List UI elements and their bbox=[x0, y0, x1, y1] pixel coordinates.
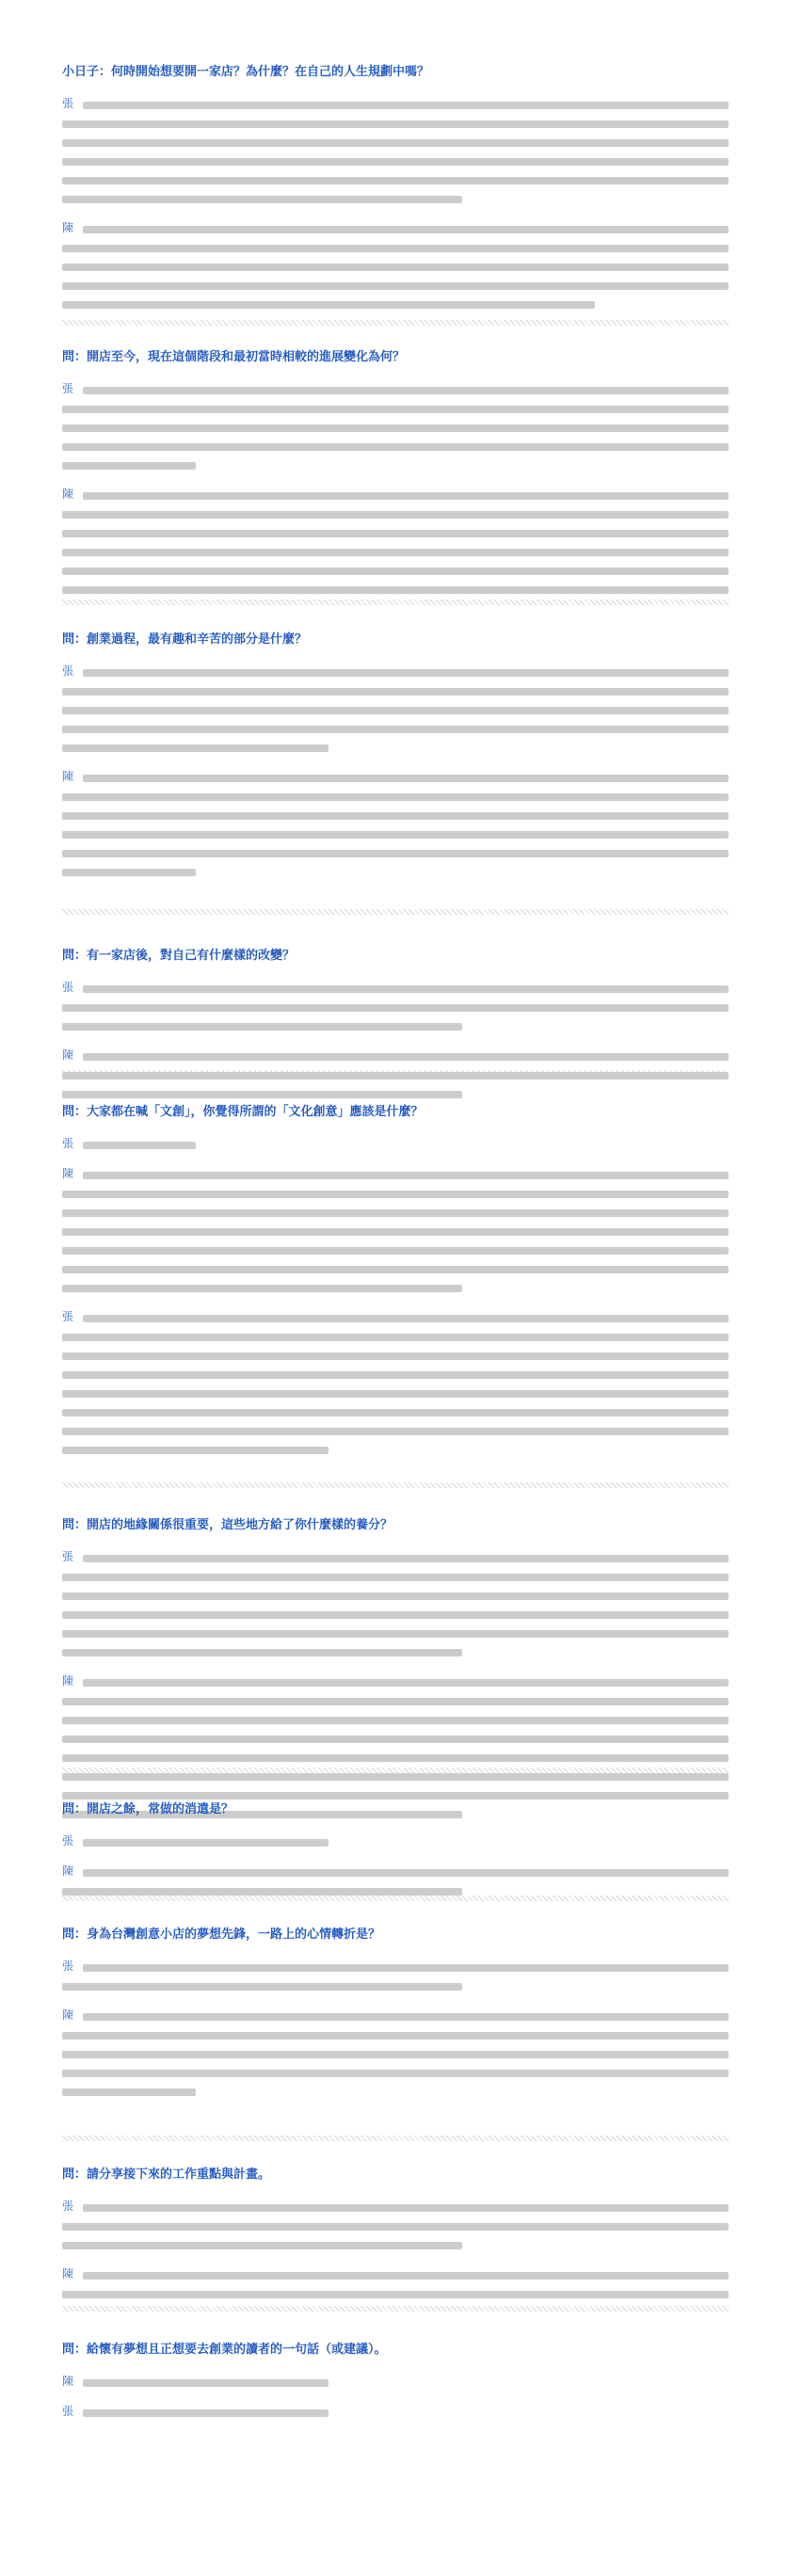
text-line-placeholder bbox=[62, 744, 329, 752]
answer-paragraph bbox=[62, 2404, 729, 2423]
text-line-placeholder bbox=[62, 1428, 729, 1435]
answer-paragraph bbox=[62, 2008, 729, 2102]
text-line-placeholder bbox=[62, 443, 729, 451]
text-line-placeholder bbox=[83, 1555, 729, 1562]
text-line-placeholder bbox=[83, 1869, 729, 1877]
speaker-label: 陳 bbox=[62, 2375, 74, 2388]
text-line-placeholder bbox=[83, 1679, 729, 1687]
speaker-label: 張 bbox=[62, 2200, 74, 2213]
text-line-placeholder bbox=[62, 1792, 729, 1800]
section-divider bbox=[62, 2306, 729, 2312]
text-line-placeholder bbox=[62, 406, 729, 413]
question-heading: 問：開店的地緣關係很重要，這些地方給了你什麼樣的養分？ bbox=[62, 1518, 393, 1532]
speaker-label: 陳 bbox=[62, 1167, 74, 1180]
text-line-placeholder bbox=[83, 226, 729, 233]
text-line-placeholder bbox=[62, 2088, 196, 2096]
answer-paragraph bbox=[62, 1309, 729, 1460]
answer-paragraph bbox=[62, 1959, 729, 1996]
text-line-placeholder bbox=[83, 1053, 729, 1061]
interview-section bbox=[62, 2167, 729, 2304]
speaker-label: 張 bbox=[62, 1310, 74, 1323]
text-line-placeholder bbox=[62, 1228, 729, 1236]
text-line-placeholder bbox=[83, 2013, 729, 2021]
text-line-placeholder bbox=[62, 2242, 462, 2249]
speaker-label: 張 bbox=[62, 664, 74, 678]
text-line-placeholder bbox=[62, 177, 729, 184]
text-line-placeholder bbox=[83, 492, 729, 500]
text-line-placeholder bbox=[62, 1592, 729, 1600]
text-line-placeholder bbox=[62, 568, 729, 575]
question-heading: 問：請分享接下來的工作重點與計畫。 bbox=[62, 2168, 271, 2182]
speaker-label: 陳 bbox=[62, 2008, 74, 2022]
text-line-placeholder bbox=[83, 1172, 729, 1179]
speaker-label: 張 bbox=[62, 97, 74, 110]
text-line-placeholder bbox=[83, 1839, 329, 1847]
text-line-placeholder bbox=[83, 1142, 196, 1149]
text-line-placeholder bbox=[62, 1334, 729, 1341]
text-line-placeholder bbox=[62, 726, 729, 733]
text-line-placeholder bbox=[62, 2070, 729, 2077]
answer-paragraph bbox=[62, 1549, 729, 1662]
text-line-placeholder bbox=[62, 812, 729, 820]
question-heading: 小日子：何時開始想要開一家店？為什麼？在自己的人生規劃中嗎？ bbox=[62, 65, 430, 79]
text-line-placeholder bbox=[62, 869, 196, 876]
text-line-placeholder bbox=[62, 301, 595, 309]
text-line-placeholder bbox=[62, 158, 729, 166]
question-heading: 問：開店至今，現在這個階段和最初當時相較的進展變化為何？ bbox=[62, 350, 406, 364]
question-heading: 問：開店之餘，常做的消遣是？ bbox=[62, 1802, 234, 1816]
text-line-placeholder bbox=[62, 1754, 729, 1762]
answer-paragraph bbox=[62, 487, 729, 600]
section-divider bbox=[62, 1482, 729, 1488]
text-line-placeholder bbox=[62, 831, 729, 839]
text-line-placeholder bbox=[62, 1649, 462, 1656]
text-line-placeholder bbox=[62, 707, 729, 714]
speaker-label: 陳 bbox=[62, 2267, 74, 2280]
text-line-placeholder bbox=[62, 120, 729, 128]
text-line-placeholder bbox=[62, 1004, 729, 1012]
section-divider bbox=[62, 320, 729, 326]
section-divider bbox=[62, 909, 729, 915]
interview-section bbox=[62, 1104, 729, 1460]
text-line-placeholder bbox=[62, 245, 729, 252]
answer-paragraph bbox=[62, 381, 729, 475]
speaker-label: 張 bbox=[62, 2405, 74, 2418]
text-line-placeholder bbox=[62, 1191, 729, 1198]
interview-section bbox=[62, 1801, 729, 1901]
answer-paragraph bbox=[62, 1136, 729, 1155]
text-line-placeholder bbox=[62, 424, 729, 432]
answer-paragraph bbox=[62, 96, 729, 209]
answer-paragraph bbox=[62, 1166, 729, 1298]
answer-paragraph bbox=[62, 1864, 729, 1901]
answer-paragraph bbox=[62, 769, 729, 882]
text-line-placeholder bbox=[62, 2032, 729, 2040]
speaker-label: 張 bbox=[62, 981, 74, 994]
question-heading: 問：有一家店後，對自己有什麼樣的改變？ bbox=[62, 949, 296, 963]
text-line-placeholder bbox=[62, 2051, 729, 2058]
speaker-label: 張 bbox=[62, 1137, 74, 1150]
text-line-placeholder bbox=[83, 1315, 729, 1322]
text-line-placeholder bbox=[83, 669, 729, 677]
speaker-label: 陳 bbox=[62, 1674, 74, 1688]
speaker-label: 陳 bbox=[62, 1048, 74, 1062]
text-line-placeholder bbox=[62, 549, 729, 556]
text-line-placeholder bbox=[62, 1390, 729, 1398]
text-line-placeholder bbox=[62, 1091, 462, 1098]
speaker-label: 陳 bbox=[62, 221, 74, 234]
text-line-placeholder bbox=[62, 1888, 462, 1896]
text-line-placeholder bbox=[83, 2409, 329, 2417]
text-line-placeholder bbox=[62, 2291, 729, 2298]
text-line-placeholder bbox=[62, 462, 196, 470]
interview-section bbox=[62, 64, 729, 314]
text-line-placeholder bbox=[62, 688, 729, 696]
text-line-placeholder bbox=[62, 1698, 729, 1705]
text-line-placeholder bbox=[83, 387, 729, 394]
interview-section bbox=[62, 948, 729, 1104]
answer-paragraph bbox=[62, 220, 729, 314]
text-line-placeholder bbox=[62, 1630, 729, 1638]
text-line-placeholder bbox=[62, 1611, 729, 1619]
text-line-placeholder bbox=[62, 1247, 729, 1255]
text-line-placeholder bbox=[62, 1983, 462, 1991]
interview-section bbox=[62, 632, 729, 882]
answer-paragraph bbox=[62, 1048, 729, 1104]
text-line-placeholder bbox=[62, 530, 729, 537]
text-line-placeholder bbox=[83, 2272, 729, 2280]
text-line-placeholder bbox=[62, 850, 729, 857]
interview-section bbox=[62, 2342, 729, 2423]
answer-paragraph bbox=[62, 1833, 729, 1852]
text-line-placeholder bbox=[62, 1023, 462, 1031]
text-line-placeholder bbox=[83, 2204, 729, 2212]
text-line-placeholder bbox=[62, 1371, 729, 1379]
interview-section bbox=[62, 1517, 729, 1824]
text-line-placeholder bbox=[83, 2379, 329, 2387]
speaker-label: 張 bbox=[62, 1960, 74, 1973]
text-line-placeholder bbox=[62, 511, 729, 519]
text-line-placeholder bbox=[62, 139, 729, 147]
answer-paragraph bbox=[62, 980, 729, 1036]
speaker-label: 陳 bbox=[62, 488, 74, 501]
answer-paragraph bbox=[62, 2266, 729, 2304]
speaker-label: 張 bbox=[62, 1834, 74, 1848]
text-line-placeholder bbox=[62, 1574, 729, 1581]
text-line-placeholder bbox=[62, 264, 729, 271]
text-line-placeholder bbox=[62, 1717, 729, 1724]
interview-section bbox=[62, 1927, 729, 2102]
text-line-placeholder bbox=[83, 1964, 729, 1972]
speaker-label: 陳 bbox=[62, 770, 74, 783]
text-line-placeholder bbox=[62, 1736, 729, 1743]
text-line-placeholder bbox=[62, 1773, 729, 1781]
speaker-label: 張 bbox=[62, 382, 74, 395]
text-line-placeholder bbox=[62, 1285, 462, 1292]
answer-paragraph bbox=[62, 2374, 729, 2392]
text-line-placeholder bbox=[62, 2223, 729, 2231]
speaker-label: 陳 bbox=[62, 1864, 74, 1878]
text-line-placeholder bbox=[83, 775, 729, 782]
text-line-placeholder bbox=[62, 1352, 729, 1360]
text-line-placeholder bbox=[83, 102, 729, 109]
text-line-placeholder bbox=[62, 1266, 729, 1273]
interview-section bbox=[62, 349, 729, 600]
question-heading: 問：身為台灣創意小店的夢想先鋒，一路上的心情轉折是？ bbox=[62, 1928, 381, 1942]
question-heading: 問：大家都在喊「文創」，你覺得所謂的「文化創意」應該是什麼？ bbox=[62, 1105, 424, 1119]
text-line-placeholder bbox=[62, 1209, 729, 1217]
section-divider bbox=[62, 2136, 729, 2141]
text-line-placeholder bbox=[62, 586, 729, 594]
section-divider bbox=[62, 600, 729, 605]
speaker-label: 張 bbox=[62, 1550, 74, 1563]
answer-paragraph bbox=[62, 2199, 729, 2255]
question-heading: 問：給懷有夢想且正想要去創業的讀者的一句話（或建議）。 bbox=[62, 2343, 387, 2357]
answer-paragraph bbox=[62, 664, 729, 758]
text-line-placeholder bbox=[62, 282, 729, 290]
text-line-placeholder bbox=[62, 196, 462, 203]
text-line-placeholder bbox=[62, 1409, 729, 1416]
text-line-placeholder bbox=[62, 1447, 329, 1454]
question-heading: 問：創業過程，最有趣和辛苦的部分是什麼？ bbox=[62, 632, 308, 647]
text-line-placeholder bbox=[62, 1072, 729, 1080]
text-line-placeholder bbox=[83, 985, 729, 993]
text-line-placeholder bbox=[62, 793, 729, 801]
